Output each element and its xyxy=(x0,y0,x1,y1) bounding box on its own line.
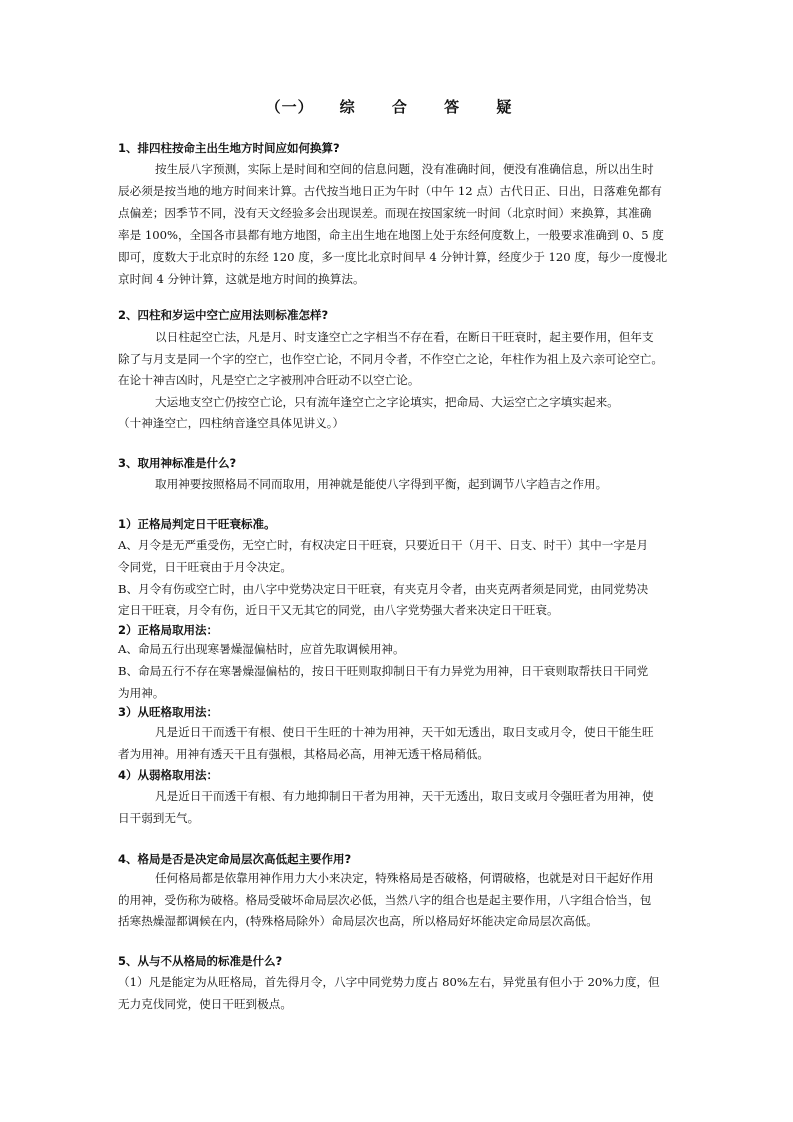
s1-line: 令同党，日干旺衰由于月令决定。 xyxy=(118,560,292,574)
s1-line: A、月令是无严重受伤，无空亡时，有权决定日干旺衰，只要近日干（月干、日支、时干）其中一字是月 xyxy=(118,538,649,552)
q3-line: 取用神要按照格局不同而取用，用神就是能使八字得到平衡，起到调节八字趋吉之作用。 xyxy=(155,477,608,491)
s1-heading: 1）正格局判定日干旺衰标准。 xyxy=(118,517,276,531)
s2-line: B、命局五行不存在寒暑燥湿偏枯的，按日干旺则取抑制日干有力异党为用神，日干衰则取帮扶日干同党 xyxy=(118,664,649,678)
title-text: 综 合 答 疑 xyxy=(339,98,528,116)
q1-line: 按生辰八字预测，实际上是时间和空间的信息问题，没有准确时间，便没有准确信息，所以出生时 xyxy=(155,162,654,176)
q1-line: 京时间 4 分钟计算，这就是地方时间的换算法。 xyxy=(118,272,365,286)
s1-line: B、月令有伤或空亡时，由八字中党势决定日干旺衰，有夹克月令者，由夹克两者须是同党，由同党势决 xyxy=(118,582,649,596)
q2-line: 除了与月支是同一个字的空亡，也作空亡论，不同月令者，不作空亡之论，年柱作为祖上及六亲可论空亡。 xyxy=(118,352,663,366)
q2-line: 在论十神吉凶时，凡是空亡之字被刑冲合旺动不以空亡论。 xyxy=(118,373,420,387)
q5-heading: 5、从与不从格局的标准是什么? xyxy=(118,954,283,968)
q2-line: 以日柱起空亡法，凡是月、时支逢空亡之字相当不存在看，在断日干旺衰时，起主要作用，但年支 xyxy=(155,330,654,344)
s2-line: A、命局五行出现寒暑燥湿偏枯时，应首先取调候用神。 xyxy=(118,642,405,656)
s1-line: 定日干旺衰，月令有伤，近日干又无其它的同党，由八字党势强大者来决定日干旺衰。 xyxy=(118,603,559,617)
q4-line: 任何格局都是依靠用神作用力大小来决定，特殊格局是否破格，何谓破格，也就是对日干起好作用 xyxy=(155,871,654,885)
s4-line: 日干弱到无气。 xyxy=(118,811,200,825)
s3-heading: 3）从旺格取用法： xyxy=(118,705,219,719)
q1-line: 即可，度数大于北京时的东经 120 度，多一度比北京时间早 4 分钟计算，经度少于 120 度，每少一度慢北 xyxy=(118,250,668,264)
q2-heading: 2、四柱和岁运中空亡应用法则标准怎样? xyxy=(118,308,329,322)
s4-heading: 4）从弱格取用法： xyxy=(118,768,219,782)
s4-line: 凡是近日干而透干有根、有力地抑制日干者为用神，天干无透出，取日支或月令强旺者为用神，使 xyxy=(155,789,654,803)
q4-heading: 4、格局是否是决定命局层次高低起主要作用? xyxy=(118,852,352,866)
page-title xyxy=(0,96,793,117)
q5-line: （1）凡是能定为从旺格局，首先得月令，八字中同党势力度占 80%左右，异党虽有但小于 20%力度，但 xyxy=(118,975,660,989)
q4-line: 的用神，受伤称为破格。格局受破坏命局层次必低，当然八字的组合也是起主要作用，八字组合恰当，包 xyxy=(118,893,652,907)
q5-line: 无力克伐同党，使日干旺到极点。 xyxy=(118,997,292,1011)
s2-heading: 2）正格局取用法： xyxy=(118,623,219,637)
q1-heading: 1、排四柱按命主出生地方时间应如何换算? xyxy=(118,141,340,155)
q1-line: 点偏差；因季节不同，没有天文经验多会出现误差。而现在按国家统一时间（北京时间）来换算，其准确 xyxy=(118,206,652,220)
title-number: （一） xyxy=(265,98,314,116)
s3-line: 凡是近日干而透干有根、使日干生旺的十神为用神，天干如无透出，取日支或月令，使日干能生旺 xyxy=(155,725,654,739)
q2-line: 大运地支空亡仍按空亡论，只有流年逢空亡之字论填实，把命局、大运空亡之字填实起来。 xyxy=(155,395,619,409)
s2-line: 为用神。 xyxy=(118,686,165,700)
q4-line: 括寒热燥湿都调候在内，(特殊格局除外）命局层次也高，所以格局好坏能决定命局层次高低。 xyxy=(118,914,598,928)
q3-heading: 3、取用神标准是什么? xyxy=(118,456,237,470)
s3-line: 者为用神。用神有透天干且有强根，其格局必高，用神无透干格局稍低。 xyxy=(118,747,490,761)
q2-note: （十神逢空亡，四柱纳音逢空具体见讲义。） xyxy=(118,416,345,430)
q1-line: 率是 100%，全国各市县都有地方地图，命主出生地在地图上处于东经何度数上，一般要求准确到 0、5 度 xyxy=(118,228,664,242)
q1-line: 辰必须是按当地的地方时间来计算。古代按当地日正为午时（中午 12 点）古代日正、日出，日落难免都有 xyxy=(118,184,662,198)
